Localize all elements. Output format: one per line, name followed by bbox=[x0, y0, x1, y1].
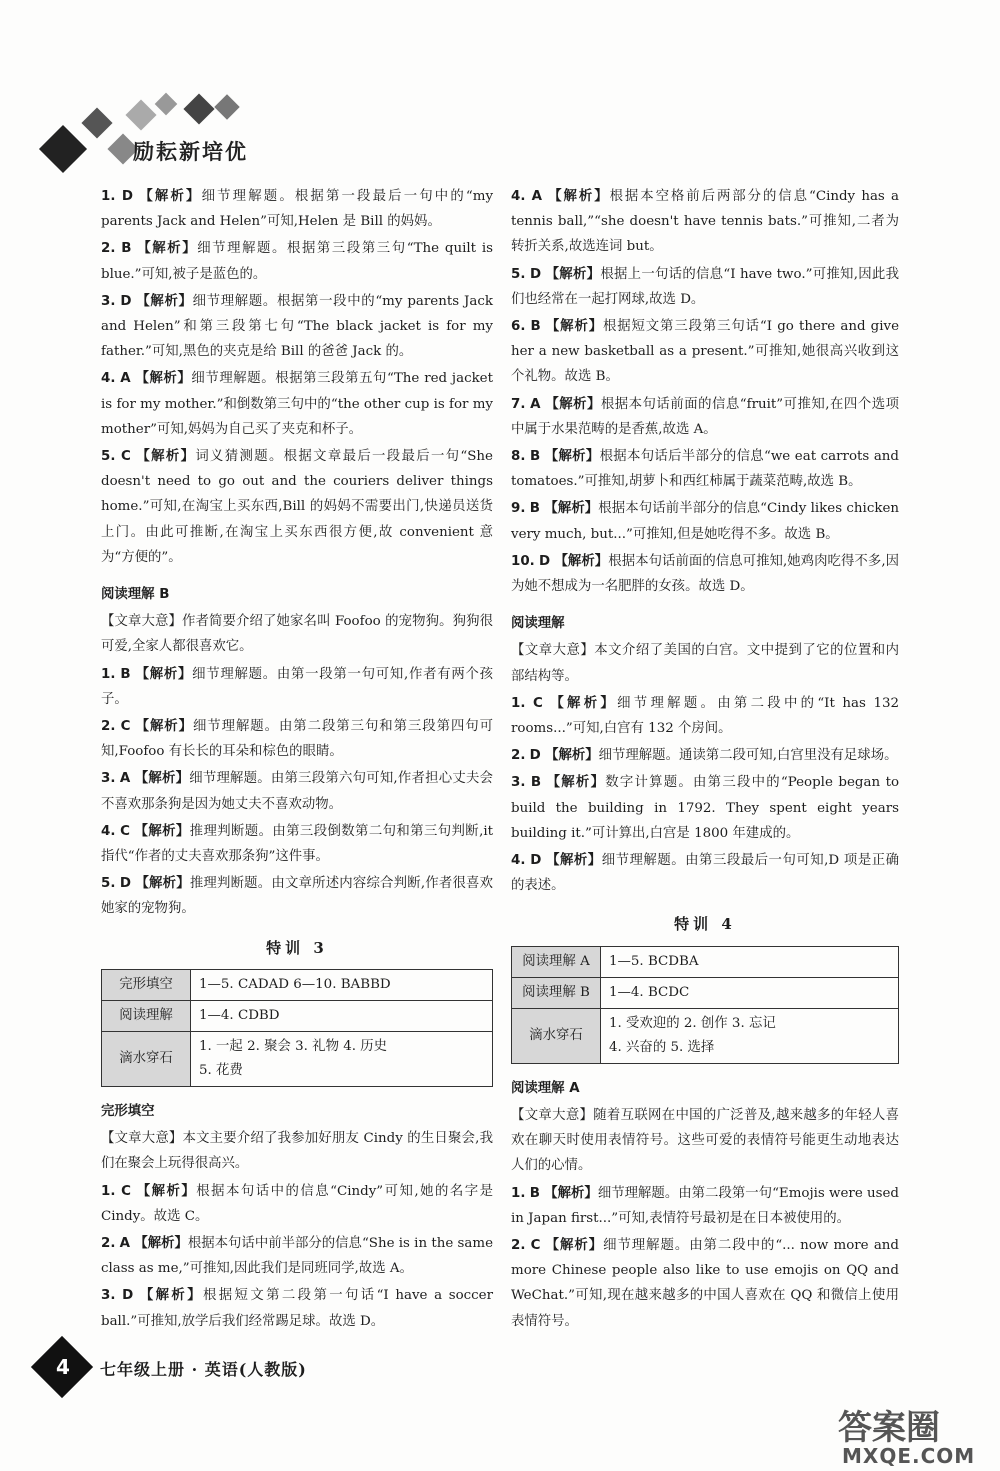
watermark-logo: 答案圈 bbox=[838, 1408, 940, 1448]
item-number: 6. bbox=[511, 319, 526, 335]
table-cell-line: 1. 一起 2. 聚会 3. 礼物 4. 历史 bbox=[199, 1038, 388, 1054]
item-text: 细节理解题。由第二段中的“... now more and more Chinese people also like to use emojis on QQ and WeChat.”可知,现在越来越多的中国人喜欢在 QQ 和微信上使用表情符号。 bbox=[511, 1237, 899, 1329]
item-answer: D bbox=[529, 748, 541, 764]
table-row bbox=[102, 1031, 493, 1086]
item-text: 根据短文第三段第三句话“I go there and give her a new basketball as a present.”可推知,她很高兴收到这个礼物。故选 B。 bbox=[511, 319, 900, 385]
item-text: 细节理解题。由第二段中的“It has 132 rooms...”可知,白宫有 132 个房间。 bbox=[511, 695, 899, 737]
item-answer: D bbox=[120, 293, 132, 309]
summary: 【文章大意】作者简要介绍了她家名叫 Foofoo 的宠物狗。狗狗很可爱,全家人都很喜欢它。 bbox=[101, 614, 493, 655]
answer-item bbox=[101, 236, 493, 286]
table-cell-line: 4. 兴奋的 5. 选择 bbox=[609, 1039, 715, 1055]
analysis-tag: 【解析】 bbox=[546, 774, 606, 791]
item-answer: D bbox=[121, 189, 133, 204]
table-cell-label: 滴水穿石 bbox=[102, 1031, 191, 1086]
answer-item bbox=[511, 1233, 899, 1334]
item-text: 细节理解题。根据第三段第三句“The quilt is blue.”可知,被子是蓝色的。 bbox=[101, 241, 494, 282]
analysis-tag: 【解析】 bbox=[139, 1287, 203, 1304]
table-cell-label: 滴水穿石 bbox=[512, 1008, 601, 1063]
item-text: 推理判断题。由文章所述内容综合判断,作者很喜欢她家的宠物狗。 bbox=[101, 876, 494, 917]
item-answer: D bbox=[539, 553, 551, 569]
book-title: 七年级上册 · 英语(人教版) bbox=[100, 1360, 307, 1379]
item-number: 8. bbox=[511, 449, 526, 465]
summary: 【文章大意】本文主要介绍了我参加好朋友 Cindy 的生日聚会,我们在聚会上玩得很高兴。 bbox=[101, 1131, 493, 1172]
item-number: 1. bbox=[101, 1183, 116, 1199]
answer-item bbox=[101, 184, 493, 234]
item-number: 1. bbox=[101, 666, 116, 682]
item-number: 4. bbox=[511, 853, 526, 869]
item-text: 根据本句话后半部分的信息“we eat carrots and tomatoes.”可推知,胡萝卜和西红柿属于蔬菜范畴,故选 B。 bbox=[511, 449, 900, 490]
answer-item bbox=[101, 662, 493, 712]
analysis-tag: 【解析】 bbox=[546, 852, 602, 869]
page-number: 4 bbox=[56, 1355, 70, 1379]
analysis-tag: 【解析】 bbox=[134, 770, 190, 787]
diamond-decoration-icon bbox=[155, 93, 178, 116]
item-text: 根据本句话前半部分的信息“Cindy likes chicken very much, but...”可推知,但是她吃得不多。故选 B。 bbox=[511, 501, 899, 542]
item-number: 1. bbox=[511, 1185, 526, 1201]
summary: 【文章大意】随着互联网在中国的广泛普及,越来越多的年轻人喜欢在聊天时使用表情符号。这些可爱的表情符号能更生动地表达人们的心情。 bbox=[511, 1107, 899, 1174]
item-number: 10. bbox=[511, 553, 535, 569]
answer-item bbox=[511, 549, 899, 599]
analysis-tag: 【解析】 bbox=[137, 240, 198, 257]
analysis-tag: 【解析】 bbox=[544, 500, 599, 517]
item-text: 细节理解题。由第二段第一句“Emojis were used in Japan first...”可知,表情符号最初是在日本被使用的。 bbox=[511, 1185, 900, 1226]
item-answer: D bbox=[530, 853, 542, 869]
analysis-tag: 【解析】 bbox=[544, 448, 600, 465]
table-cell-label: 阅读理解 bbox=[102, 1000, 191, 1031]
item-answer: B bbox=[529, 1185, 540, 1201]
analysis-tag: 【解析】 bbox=[550, 694, 618, 711]
analysis-tag: 【解析】 bbox=[545, 318, 603, 335]
answer-item bbox=[101, 819, 493, 869]
item-answer: C bbox=[532, 695, 543, 711]
item-number: 7. bbox=[511, 396, 526, 412]
answer-item bbox=[101, 1231, 493, 1281]
item-text: 根据本空格前后两部分的信息“Cindy has a tennis ball,”“she doesn't have tennis bats.”可推知,二者为转折关系,故选连词 but。 bbox=[511, 189, 899, 255]
training-title: 特训 4 bbox=[674, 915, 736, 934]
analysis-tag: 【解析】 bbox=[135, 875, 190, 892]
item-number: 2. bbox=[511, 1237, 526, 1253]
item-answer: C bbox=[120, 823, 130, 839]
item-number: 3. bbox=[511, 775, 526, 791]
table-row bbox=[102, 969, 493, 1000]
answer-item bbox=[101, 766, 493, 816]
item-text: 细节理解题。根据第一段最后一句中的“my parents Jack and Helen”可知,Helen 是 Bill 的妈妈。 bbox=[101, 189, 494, 230]
analysis-tag: 【解析】 bbox=[134, 1234, 188, 1251]
item-number: 1. bbox=[101, 189, 116, 204]
item-text: 细节理解题。由第三段第六句可知,作者担心丈夫会不喜欢那条狗是因为她丈夫不喜欢动物。 bbox=[101, 771, 493, 812]
item-answer: D bbox=[529, 266, 542, 282]
answer-item bbox=[101, 289, 493, 365]
item-answer: C bbox=[120, 719, 131, 735]
item-text: 数字计算题。由第三段中的“People began to build the building in 1792. They spent eight years building it.”可计算出,白宫是 1800 年建成的。 bbox=[511, 775, 900, 841]
brand-title: 励耘新培优 bbox=[133, 139, 248, 164]
right-column bbox=[511, 184, 899, 1336]
item-number: 2. bbox=[101, 1235, 116, 1251]
item-number: 5. bbox=[101, 876, 116, 892]
item-text: 根据短文第二段第一句话“I have a soccer ball.”可推知,放学后我们经常踢足球。故选 D。 bbox=[101, 1288, 494, 1329]
answer-item bbox=[101, 366, 493, 442]
analysis-tag: 【解析】 bbox=[545, 265, 601, 282]
analysis-tag: 【解析】 bbox=[136, 292, 193, 309]
item-answer: B bbox=[529, 449, 541, 465]
item-number: 2. bbox=[511, 748, 526, 764]
table-row bbox=[512, 946, 899, 977]
item-number: 2. bbox=[101, 241, 116, 257]
answer-item bbox=[101, 714, 493, 764]
answer-table bbox=[511, 946, 899, 1064]
item-answer: C bbox=[121, 1183, 131, 1199]
item-answer: C bbox=[121, 449, 131, 465]
table-cell-value: 1—5. BCDBA bbox=[601, 946, 899, 977]
item-answer: B bbox=[530, 319, 541, 335]
table-cell-label: 完形填空 bbox=[102, 969, 191, 1000]
item-answer: D bbox=[119, 876, 131, 892]
answer-item bbox=[511, 262, 899, 312]
section-heading: 阅读理解 bbox=[511, 616, 565, 632]
answer-item bbox=[511, 743, 899, 768]
analysis-tag: 【解析】 bbox=[548, 188, 610, 204]
table-cell-label: 阅读理解 A bbox=[512, 946, 601, 977]
item-answer: A bbox=[119, 771, 131, 787]
answer-item bbox=[511, 496, 899, 546]
item-answer: D bbox=[122, 1288, 134, 1304]
answer-item bbox=[511, 444, 899, 494]
item-answer: B bbox=[120, 666, 131, 682]
diamond-decoration-icon bbox=[81, 107, 112, 138]
section-heading: 阅读理解 B bbox=[101, 587, 170, 603]
diamond-decoration-icon bbox=[125, 99, 156, 130]
analysis-tag: 【解析】 bbox=[134, 822, 190, 839]
table-cell-value: 1—4. CDBD bbox=[191, 1000, 493, 1031]
answer-item bbox=[101, 871, 493, 921]
table-cell-value: 1—5. CADAD 6—10. BABBD bbox=[191, 969, 493, 1000]
table-cell-label: 阅读理解 B bbox=[512, 977, 601, 1008]
item-answer: C bbox=[530, 1237, 541, 1253]
item-text: 细节理解题。由第一段第一句可知,作者有两个孩子。 bbox=[101, 666, 493, 707]
item-answer: A bbox=[120, 371, 131, 387]
item-text: 根据本句话前面的信息“fruit”可推知,在四个选项中属于水果范畴的是香蕉,故选 A。 bbox=[511, 396, 899, 437]
item-number: 3. bbox=[101, 771, 116, 787]
table-row bbox=[512, 1008, 899, 1063]
left-column bbox=[101, 184, 493, 1336]
analysis-tag: 【解析】 bbox=[545, 395, 601, 412]
answer-item bbox=[511, 848, 899, 898]
item-text: 根据本句话前面的信息可推知,她鸡肉吃得不多,因为她不想成为一名肥胖的女孩。故选 D。 bbox=[511, 553, 900, 595]
item-number: 5. bbox=[511, 266, 526, 282]
analysis-tag: 【解析】 bbox=[135, 718, 193, 735]
analysis-tag: 【解析】 bbox=[139, 188, 202, 204]
item-answer: A bbox=[530, 396, 541, 412]
table-row bbox=[512, 977, 899, 1008]
answer-item bbox=[511, 314, 899, 390]
item-text: 细节理解题。根据第一段中的“my parents Jack and Helen”和第三段第七句“The black jacket is for my father.”可知,黑色的夹克是给 Bill 的爸爸 Jack 的。 bbox=[101, 293, 493, 360]
item-text: 细节理解题。由第三段最后一句可知,D 项是正确的表述。 bbox=[511, 853, 900, 894]
section-heading: 完形填空 bbox=[101, 1103, 155, 1119]
item-answer: B bbox=[530, 775, 542, 791]
item-number: 4. bbox=[511, 189, 526, 204]
diamond-decoration-icon bbox=[214, 94, 239, 119]
item-number: 3. bbox=[101, 1288, 116, 1304]
answer-item bbox=[101, 1179, 493, 1229]
item-number: 5. bbox=[101, 449, 116, 465]
item-number: 1. bbox=[511, 695, 526, 711]
item-text: 根据本句话中的信息“Cindy”可知,她的名字是 Cindy。故选 C。 bbox=[101, 1183, 493, 1224]
analysis-tag: 【解析】 bbox=[545, 747, 599, 764]
answer-table bbox=[101, 969, 493, 1087]
answer-item bbox=[511, 691, 899, 741]
table-cell-line: 5. 花费 bbox=[199, 1062, 243, 1078]
item-answer: B bbox=[121, 241, 132, 257]
table-cell-value: 1—4. BCDC bbox=[601, 977, 899, 1008]
item-number: 9. bbox=[511, 501, 526, 517]
analysis-tag: 【解析】 bbox=[136, 448, 196, 465]
diamond-decoration-icon bbox=[183, 93, 214, 124]
answer-item bbox=[511, 1181, 899, 1231]
table-cell-value bbox=[601, 1008, 899, 1063]
item-number: 4. bbox=[101, 823, 116, 839]
item-number: 4. bbox=[101, 371, 116, 387]
table-cell-line: 1. 受欢迎的 2. 创作 3. 忘记 bbox=[609, 1015, 776, 1031]
analysis-tag: 【解析】 bbox=[554, 552, 609, 569]
training-title: 特训 3 bbox=[266, 938, 328, 957]
item-text: 根据上一句话的信息“I have two.”可推知,因此我们也经常在一起打网球,故选 D。 bbox=[511, 266, 899, 307]
analysis-tag: 【解析】 bbox=[136, 1182, 197, 1199]
summary: 【文章大意】本文介绍了美国的白宫。文中提到了它的位置和内部结构等。 bbox=[511, 643, 899, 684]
item-text: 词义猜测题。根据文章最后一段最后一句“She doesn't need to go out and the couriers deliver things home.”可知,在淘宝上买东西,Bill 的妈妈不需要出门,快递员送货上门。由此可推断,在淘宝上买东西很方便,故 convenient 意为“方便的”。 bbox=[101, 449, 493, 565]
answer-item bbox=[511, 392, 899, 442]
diamond-decoration-icon bbox=[39, 125, 87, 173]
item-answer: A bbox=[119, 1235, 131, 1251]
item-text: 推理判断题。由第三段倒数第二句和第三句判断,it 指代“作者的丈夫喜欢那条狗”这件事。 bbox=[101, 823, 493, 865]
item-answer: A bbox=[531, 189, 542, 204]
item-text: 根据本句话中前半部分的信息“She is in the same class as me,”可推知,因此我们是同班同学,故选 A。 bbox=[101, 1235, 494, 1277]
table-cell-value bbox=[191, 1031, 493, 1086]
answer-item bbox=[511, 770, 899, 846]
analysis-tag: 【解析】 bbox=[135, 665, 193, 682]
item-text: 细节理解题。通读第二段可知,白宫里没有足球场。 bbox=[598, 748, 898, 764]
analysis-tag: 【解析】 bbox=[545, 1236, 604, 1253]
item-number: 3. bbox=[101, 293, 116, 309]
item-number: 2. bbox=[101, 719, 116, 735]
item-text: 细节理解题。由第二段第三句和第三段第四句可知,Foofoo 有长长的耳朵和棕色的眼睛。 bbox=[101, 719, 493, 760]
analysis-tag: 【解析】 bbox=[135, 370, 192, 387]
table-row bbox=[102, 1000, 493, 1031]
section-heading: 阅读理解 A bbox=[511, 1080, 580, 1096]
answer-item bbox=[101, 444, 493, 570]
analysis-tag: 【解析】 bbox=[544, 1184, 598, 1201]
watermark-url: MXQE.COM bbox=[842, 1444, 976, 1468]
answer-item bbox=[101, 1283, 493, 1333]
answer-item bbox=[511, 184, 899, 260]
item-answer: B bbox=[529, 501, 540, 517]
item-text: 细节理解题。根据第三段第五句“The red jacket is for my mother.”和倒数第三句中的“the other cup is for my mother”可知,妈妈为自己买了夹克和杯子。 bbox=[101, 371, 493, 437]
